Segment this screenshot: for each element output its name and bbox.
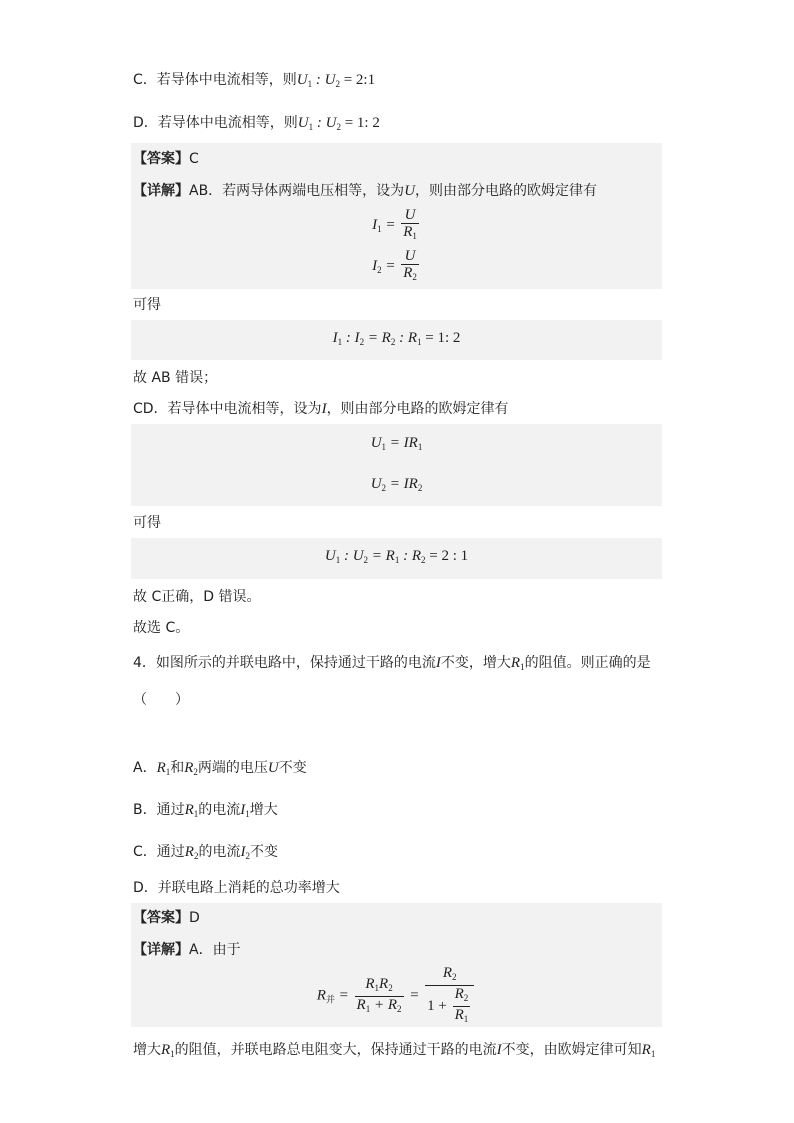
conclusion-ab: 故 AB 错误； bbox=[133, 370, 218, 386]
detail-label: 【详解】 bbox=[133, 942, 189, 958]
question-4-paren: （ ） bbox=[133, 692, 189, 708]
answer-line bbox=[133, 908, 200, 928]
formula-i2: $I_2$ = $\frac{U}{R_2}$ bbox=[131, 248, 662, 285]
detail-line: 【详解】AB．若两导体两端电压相等，设为U，则由部分电路的欧姆定律有 bbox=[133, 183, 598, 199]
option-a-q4: A．$R_1$和$R_2$两端的电压U不变 bbox=[133, 760, 307, 777]
formula-u1: $U_1 = IR_1$ bbox=[370, 435, 423, 452]
answer-line bbox=[133, 149, 199, 169]
conclusion-cd: 故 C正确，D 错误。 bbox=[133, 589, 261, 605]
option-d bbox=[133, 113, 380, 137]
symbol-r1: $R_1$ bbox=[161, 1042, 175, 1059]
option-d-q4: D．并联电路上消耗的总功率增大 bbox=[133, 880, 340, 896]
symbol-r1: $R_1$ bbox=[156, 760, 171, 777]
answer-value: C bbox=[189, 151, 199, 167]
detail-label: 【详解】 bbox=[133, 183, 189, 199]
cd-line: CD．若导体中电流相等，设为I，则由部分电路的欧姆定律有 bbox=[133, 401, 509, 417]
formula-r-parallel: $R_并$ = $\frac{R_1R_2}{R_1 + R_2}$ = $R_2$ 1 + $\frac{R_2}{R_1}$ bbox=[131, 965, 662, 1027]
question-4: 4．如图所示的并联电路中，保持通过干路的电流I不变，增大$R_1$的阻值。则正确的是 bbox=[133, 655, 651, 672]
symbol-u: U bbox=[267, 760, 279, 776]
symbol-i: I bbox=[435, 655, 441, 671]
symbol-r2: $R_2$ bbox=[184, 844, 199, 861]
choose-line: 故选 C。 bbox=[133, 620, 190, 636]
answer-label: 【答案】 bbox=[133, 151, 189, 167]
formula-u-ratio: $U_1$ : $U_2 = R_1$ : $R_2 = 2$ : 1 bbox=[324, 548, 469, 565]
kede-1: 可得 bbox=[133, 297, 161, 313]
formula-i1: $I_1$ = $\frac{U}{R_1}$ bbox=[131, 207, 662, 244]
symbol-i1: $I_1$ bbox=[240, 802, 250, 819]
symbol-r1: $R_1$ bbox=[641, 1042, 656, 1059]
symbol-r2: $R_2$ bbox=[184, 760, 198, 777]
formula-i-ratio: $I_1$ : $I_2 = R_2$ : $R_1 = 1$: 2 bbox=[332, 330, 461, 347]
answer-label: 【答案】 bbox=[133, 910, 189, 926]
symbol-u: U bbox=[404, 183, 416, 199]
symbol-i: I bbox=[321, 401, 327, 417]
symbol-i2: $I_2$ bbox=[240, 844, 250, 861]
formula-u2: $U_2 = IR_2$ bbox=[370, 476, 423, 493]
formula-u1-u2: $U_1$ : $U_2$ = 2:1 bbox=[296, 72, 376, 89]
detail-line: 【详解】A．由于 bbox=[133, 942, 241, 958]
option-d-text: D．若导体中电流相等，则 bbox=[133, 115, 298, 131]
option-c-q4: C．通过$R_2$的电流$I_2$不变 bbox=[133, 844, 278, 861]
answer-value: D bbox=[189, 910, 200, 926]
kede-2: 可得 bbox=[133, 515, 161, 531]
option-c-text: C．若导体中电流相等，则 bbox=[133, 72, 297, 88]
explanation-line: 增大$R_1$的阻值，并联电路总电阻变大，保持通过干路的电流I不变，由欧姆定律可知$R_1$ bbox=[133, 1042, 656, 1059]
symbol-r1: $R_1$ bbox=[184, 802, 199, 819]
option-c bbox=[133, 70, 375, 94]
formula-u1-u2: $U_1$ : $U_2 = 1$: 2 bbox=[297, 115, 380, 132]
symbol-i: I bbox=[496, 1042, 502, 1058]
option-b-q4: B．通过$R_1$的电流$I_1$增大 bbox=[133, 802, 278, 819]
symbol-r1: $R_1$ bbox=[510, 655, 525, 672]
